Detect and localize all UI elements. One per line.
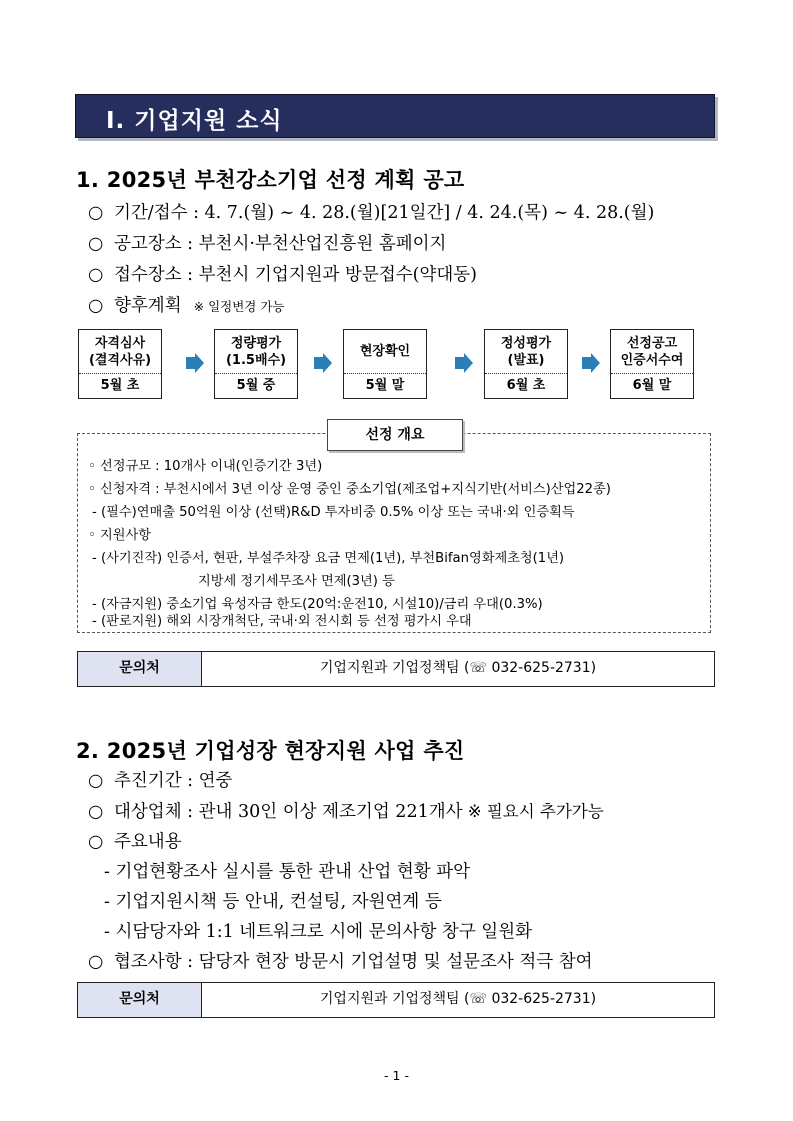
contact-box xyxy=(77,982,715,1018)
bullet-notice-place: ○ 공고장소 : 부천시·부천산업진흥원 홈페이지 xyxy=(88,234,447,254)
banner-title: Ⅰ. 기업지원 소식 xyxy=(106,108,283,134)
overview-line: ◦ 지원사항 xyxy=(88,528,151,543)
section1-title: 1. 2025년 부천강소기업 선정 계획 공고 xyxy=(76,168,465,192)
bullet-reception-place: ○ 접수장소 : 부천시 기업지원과 방문접수(약대동) xyxy=(88,265,477,285)
section2-title: 2. 2025년 기업성장 현장지원 사업 추진 xyxy=(76,739,465,763)
flow-step-announcement: 선정공고 인증서수여 6월 말 xyxy=(610,329,694,399)
overview-line: - (필수)연매출 50억원 이상 (선택)R&D 투자비중 0.5% 이상 또는 국내·외 인증획득 xyxy=(92,505,575,520)
selection-overview-label: 선정 개요 xyxy=(327,419,463,451)
bullet-period: ○ 기간/접수 : 4. 7.(월) ~ 4. 28.(월)[21일간] / 4. 24.(목) ~ 4. 28.(월) xyxy=(88,203,655,223)
bullet-target: ○ 대상업체 : 관내 30인 이상 제조기업 221개사 ※ 필요시 추가가능 xyxy=(88,802,604,822)
flow-step-qualification: 자격심사 (결격사유) 5월 초 xyxy=(78,329,162,399)
bullet-main-content: ○ 주요내용 xyxy=(88,832,182,852)
overview-line: - (사기진작) 인증서, 현판, 부설주차장 요금 면제(1년), 부천Bifan영화제초청(1년) xyxy=(92,551,565,566)
contact-box xyxy=(77,651,715,687)
bullet-period: ○ 추진기간 : 연중 xyxy=(88,771,233,791)
right-arrow-icon xyxy=(582,353,600,373)
contact-value: 기업지원과 기업정책팀 (☏ 032-625-2731) xyxy=(319,660,597,676)
sub-item: - 시담당자와 1:1 네트워크로 시에 문의사항 창구 일원화 xyxy=(104,922,533,942)
flow-step-site-check: 현장확인 5월 말 xyxy=(343,329,427,399)
sub-item: - 기업지원시책 등 안내, 컨설팅, 자원연계 등 xyxy=(104,892,442,912)
section-banner xyxy=(75,94,715,138)
bullet-cooperation: ○ 협조사항 : 담당자 현장 방문시 기업설명 및 설문조사 적극 참여 xyxy=(88,952,593,972)
right-arrow-icon xyxy=(186,353,204,373)
flow-step-qualitative: 정성평가 (발표) 6월 초 xyxy=(484,329,568,399)
contact-value: 기업지원과 기업정책팀 (☏ 032-625-2731) xyxy=(319,991,597,1007)
overview-line: ◦ 신청자격 : 부천시에서 3년 이상 운영 중인 중소기업(제조업+지식기반(서비스)산업22종) xyxy=(88,482,611,497)
overview-line: - (판로지원) 해외 시장개척단, 국내·외 전시회 등 선정 평가시 우대 xyxy=(92,614,472,629)
right-arrow-icon xyxy=(455,353,473,373)
flow-step-quantitative: 정량평가 (1.5배수) 5월 중 xyxy=(214,329,298,399)
bullet-future-plan: ○ 향후계획 ※ 일정변경 가능 xyxy=(88,296,285,316)
contact-label: 문의처 xyxy=(78,983,202,1017)
overview-line: 지방세 정기세무조사 면제(3년) 등 xyxy=(198,574,395,589)
sub-item: - 기업현황조사 실시를 통한 관내 산업 현황 파악 xyxy=(104,862,471,882)
schedule-note: ※ 일정변경 가능 xyxy=(193,299,285,314)
right-arrow-icon xyxy=(314,353,332,373)
overview-line: ◦ 선정규모 : 10개사 이내(인증기간 3년) xyxy=(88,459,323,474)
overview-line: - (자금지원) 중소기업 육성자금 한도(20억:운전10, 시설10)/금리 우대(0.3%) xyxy=(92,597,543,612)
page-number: - 1 - xyxy=(384,1068,409,1083)
contact-label: 문의처 xyxy=(78,652,202,686)
